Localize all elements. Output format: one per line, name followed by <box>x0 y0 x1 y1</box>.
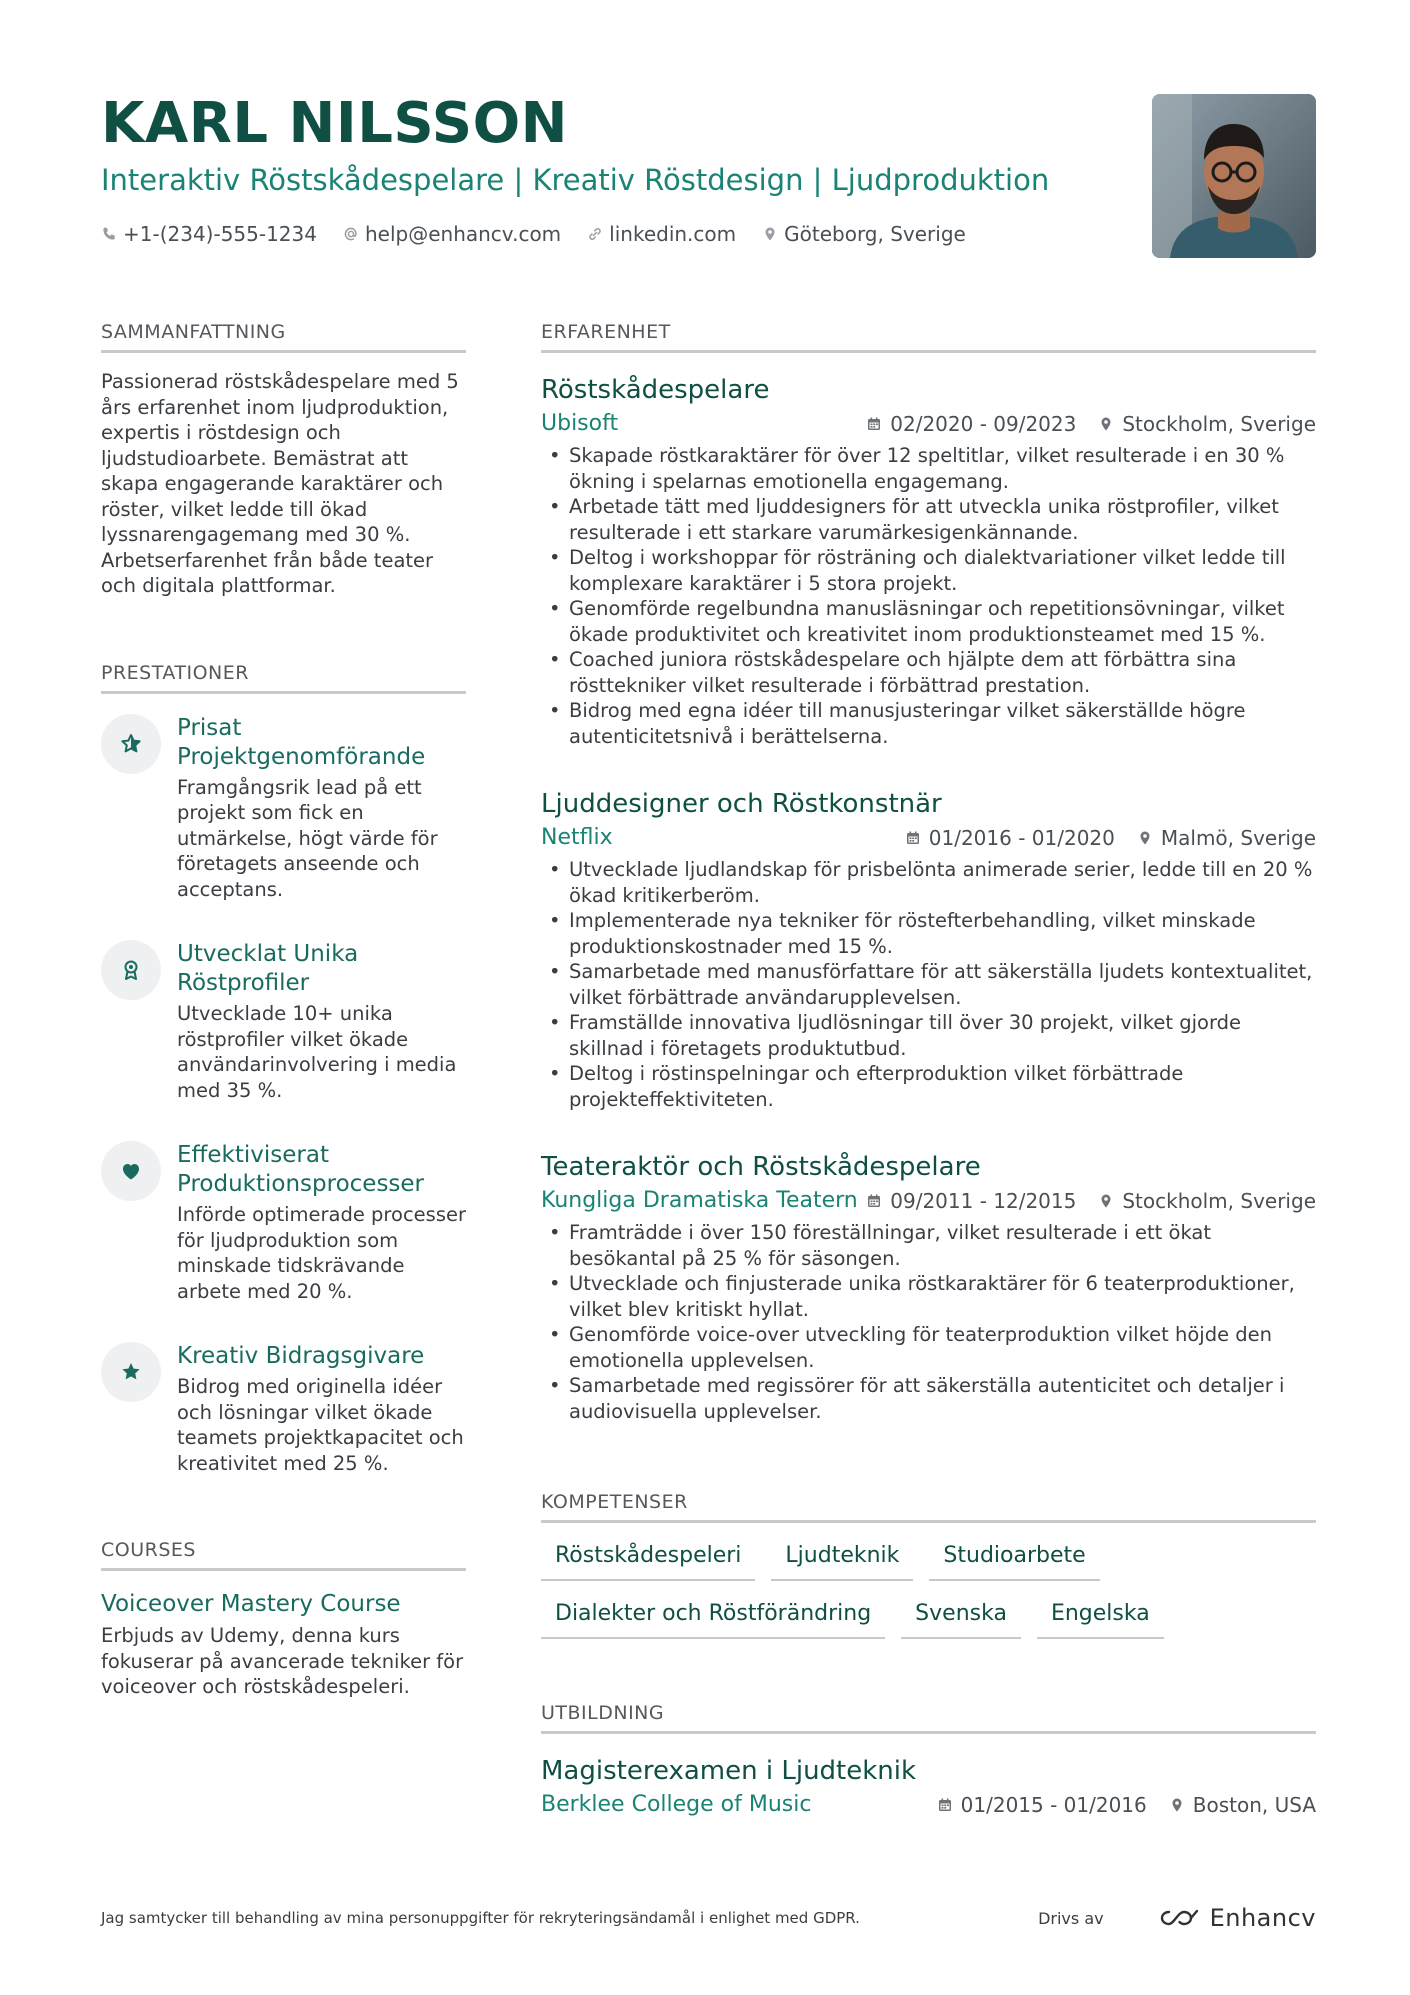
left-column <box>101 318 466 1700</box>
achievement-title: Effektiviserat Produktionsprocesser <box>177 1142 425 1197</box>
contact-linkedin[interactable] <box>587 218 736 250</box>
skill-tag: Dialekter och Röstförändring <box>541 1599 885 1639</box>
list-item: • Genomförde regelbundna manusläsningar och repetitionsövningar, vilket ökade produktivitet och kreativitet inom produktionsteamet med 15 %. <box>541 596 1316 647</box>
course-title: Voiceover Mastery Course <box>101 1591 401 1617</box>
contact-phone-text: +1-(234)-555-1234 <box>123 222 317 246</box>
calendar-icon <box>905 830 921 846</box>
list-item: • Coached juniora röstskådespelare och hjälpte dem att förbättra sina rösttekniker vilket resulterade i förbättrad prestation. <box>541 647 1316 698</box>
skills-heading: KOMPETENSER <box>541 1488 1316 1523</box>
star-outline-icon <box>119 732 143 756</box>
location-icon <box>1137 830 1153 846</box>
job-entry <box>541 373 1316 749</box>
education-location: Boston, USA <box>1192 1793 1316 1817</box>
degree-title: Magisterexamen i Ljudteknik <box>541 1756 917 1786</box>
achievements-section <box>101 659 466 1477</box>
job-title: Teateraktör och Röstskådespelare <box>541 1152 981 1182</box>
list-item: • Framställde innovativa ljudlösningar till över 30 projekt, vilket gjorde skillnad i företagets produktutbud. <box>541 1010 1316 1061</box>
brand-name: Enhancv <box>1209 1904 1316 1932</box>
experience-heading: ERFARENHET <box>541 318 1316 353</box>
heart-icon <box>119 1159 143 1183</box>
award-ribbon-icon <box>119 958 143 982</box>
location-icon <box>1098 1193 1114 1209</box>
job-dates: 09/2011 - 12/2015 <box>890 1189 1077 1213</box>
list-item: • Implementerade nya tekniker för röstefterbehandling, vilket minskade produktionskostnader med 15 %. <box>541 908 1316 959</box>
achievements-heading: PRESTATIONER <box>101 659 466 694</box>
skill-tag: Röstskådespeleri <box>541 1541 755 1581</box>
at-icon <box>343 226 359 242</box>
achievement-title: Utvecklat Unika Röstprofiler <box>177 941 359 996</box>
profile-photo <box>1152 94 1316 258</box>
job-title: Röstskådespelare <box>541 375 770 405</box>
job-bullets <box>541 443 1316 749</box>
list-item: • Arbetade tätt med ljuddesigners för att utveckla unika röstprofiler, vilket resulterade i ett starkare varumärkesigenkännande. <box>541 494 1316 545</box>
link-icon <box>587 226 603 242</box>
list-item: • Deltog i workshoppar för rösträning och dialektvariationer vilket ledde till komplexare karaktärer i 5 stora projekt. <box>541 545 1316 596</box>
job-dates: 01/2016 - 01/2020 <box>928 826 1115 850</box>
achievement-desc: Bidrog med originella idéer och lösningar vilket ökade teamets projektkapacitet och kreativitet med 25 %. <box>177 1375 464 1475</box>
contact-email-text: help@enhancv.com <box>364 222 562 246</box>
job-dates: 02/2020 - 09/2023 <box>890 412 1077 436</box>
summary-heading: SAMMANFATTNING <box>101 318 466 353</box>
education-section <box>541 1699 1316 1820</box>
achievement-desc: Utvecklade 10+ unika röstprofiler vilket ökade användarinvolvering i media med 35 %. <box>177 1002 457 1102</box>
skill-tag: Svenska <box>901 1599 1021 1639</box>
contact-location-text: Göteborg, Sverige <box>784 222 966 246</box>
job-title: Ljuddesigner och Röstkonstnär <box>541 789 942 819</box>
list-item: • Skapade röstkaraktärer för över 12 speltitlar, vilket resulterade i en 30 % ökning i spelarnas emotionella engagemang. <box>541 443 1316 494</box>
skill-tag: Ljudteknik <box>771 1541 913 1581</box>
education-dates: 01/2015 - 01/2016 <box>960 1793 1147 1817</box>
education-heading: UTBILDNING <box>541 1699 1316 1734</box>
achievement-item <box>101 940 466 1103</box>
job-company: Kungliga Dramatiska Teatern <box>541 1188 858 1213</box>
courses-section <box>101 1536 466 1700</box>
experience-section <box>541 318 1316 1424</box>
job-location: Stockholm, Sverige <box>1122 1189 1316 1213</box>
contact-email[interactable] <box>343 218 561 250</box>
job-entry <box>541 1150 1316 1424</box>
achievement-item <box>101 1342 466 1476</box>
contact-linkedin-text: linkedin.com <box>609 222 737 246</box>
candidate-name: KARL NILSSON <box>101 91 569 156</box>
school-name: Berklee College of Music <box>541 1792 812 1817</box>
star-icon <box>119 1360 143 1384</box>
contact-bar <box>101 218 966 250</box>
gdpr-consent: Jag samtycker till behandling av mina personuppgifter för rekryteringsändamål i enlighet med GDPR. <box>101 1909 860 1927</box>
achievement-title: Kreativ Bidragsgivare <box>177 1343 425 1369</box>
list-item: • Framträdde i över 150 föreställningar, vilket resulterade i ett ökat besökantal på 25 % för säsongen. <box>541 1220 1316 1271</box>
job-company: Netflix <box>541 825 613 850</box>
achievement-item <box>101 714 466 903</box>
job-location: Stockholm, Sverige <box>1122 412 1316 436</box>
course-desc: Erbjuds av Udemy, denna kurs fokuserar på avancerade tekniker för voiceover och röstskådespeleri. <box>101 1624 464 1698</box>
location-icon <box>762 226 778 242</box>
contact-phone[interactable] <box>101 218 317 250</box>
summary-section <box>101 318 466 599</box>
summary-text: Passionerad röstskådespelare med 5 års erfarenhet inom ljudproduktion, expertis i röstdesign och ljudstudioarbete. Bemästrat att skapa engagerande karaktärer och röster, vilket ledde till ökad lyssnarengagemang med 30 %. Arbetserfarenhet från både teater och digitala plattformar. <box>101 370 459 597</box>
job-company: Ubisoft <box>541 411 619 436</box>
achievement-item <box>101 1141 466 1304</box>
skill-tag: Engelska <box>1037 1599 1164 1639</box>
powered-by-label: Drivs av <box>1038 1908 1104 1928</box>
location-icon <box>1169 1797 1185 1813</box>
list-item: • Utvecklade och finjusterade unika röstkaraktärer för 6 teaterproduktioner, vilket blev kritiskt hyllat. <box>541 1271 1316 1322</box>
portrait-illustration <box>1152 94 1316 258</box>
list-item: • Utvecklade ljudlandskap för prisbelönta animerade serier, ledde till en 20 % ökad kritikerberöm. <box>541 857 1316 908</box>
calendar-icon <box>866 1193 882 1209</box>
list-item: • Bidrog med egna idéer till manusjusteringar vilket säkerställde högre autenticitetsnivå i berättelserna. <box>541 698 1316 749</box>
skill-tag: Studioarbete <box>929 1541 1099 1581</box>
courses-heading: COURSES <box>101 1536 466 1571</box>
achievement-title: Prisat Projektgenomförande <box>177 714 426 770</box>
right-column <box>541 318 1316 1820</box>
job-location: Malmö, Sverige <box>1160 826 1316 850</box>
achievement-desc: Införde optimerade processer för ljudproduktion som minskade tidskrävande arbete med 20 %. <box>177 1203 467 1303</box>
list-item: • Samarbetade med regissörer för att säkerställa autenticitet och detaljer i audiovisuella upplevelser. <box>541 1373 1316 1424</box>
job-entry <box>541 787 1316 1112</box>
job-bullets <box>541 857 1316 1112</box>
calendar-icon <box>866 416 882 432</box>
skills-section <box>541 1488 1316 1639</box>
list-item: • Genomförde voice-over utveckling för teaterproduktion vilket höjde den emotionella upplevelsen. <box>541 1322 1316 1373</box>
job-bullets <box>541 1220 1316 1424</box>
achievement-desc: Framgångsrik lead på ett projekt som fick en utmärkelse, högt värde för företagets anseende och acceptans. <box>177 775 438 901</box>
enhancv-logo[interactable] <box>1158 1904 1316 1932</box>
list-item: • Deltog i röstinspelningar och efterproduktion vilket förbättrade projekteffektiviteten. <box>541 1061 1316 1112</box>
headline: Interaktiv Röstskådespelare | Kreativ Röstdesign | Ljudproduktion <box>101 163 1050 197</box>
phone-icon <box>101 226 117 242</box>
footer <box>101 1904 1316 1932</box>
location-icon <box>1098 416 1114 432</box>
infinity-logo-icon <box>1158 1906 1202 1930</box>
calendar-icon <box>937 1797 953 1813</box>
list-item: • Samarbetade med manusförfattare för att säkerställa ljudets kontextualitet, vilket förbättrade användarupplevelsen. <box>541 959 1316 1010</box>
contact-location <box>762 218 966 250</box>
